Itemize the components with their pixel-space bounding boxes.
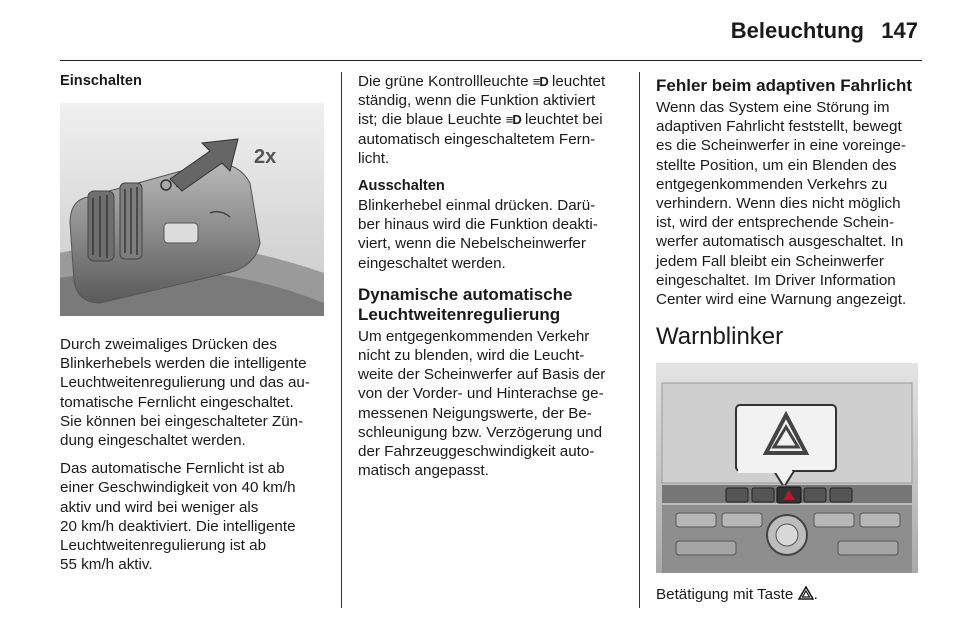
text-line: messenen Neigungswerte, der Be- xyxy=(358,404,592,422)
text-fragment: ist; die blaue Leuchte xyxy=(358,111,506,129)
text-line: ist, wird der entsprechende Schein- xyxy=(656,214,895,232)
text-fragment: leuchtet xyxy=(547,73,606,90)
column-2 xyxy=(358,72,626,489)
heading-line: Dynamische automatische xyxy=(358,284,573,304)
text-line: 55 km/h aktiv. xyxy=(60,556,153,574)
column-1 xyxy=(60,72,328,583)
page-number: 147 xyxy=(881,18,918,43)
text-line: nicht zu blenden, wird die Leucht- xyxy=(358,347,585,365)
text-line: Leuchtweitenregulierung und das au- xyxy=(60,374,310,392)
text-line: 20 km/h deaktiviert. Die intelligente xyxy=(60,517,296,535)
hazard-triangle-icon xyxy=(798,586,814,603)
text-line: Wenn das System eine Störung im xyxy=(656,99,890,116)
col1-paragraph-1 xyxy=(60,335,328,450)
turn-signal-lever-figure xyxy=(60,103,324,316)
text-line: entgegenkommenden Verkehrs zu xyxy=(656,175,888,193)
text-line: Center wird eine Warnung angezeigt. xyxy=(656,291,907,309)
text-line xyxy=(358,111,603,128)
text-line: ber hinaus wird die Funktion deakti- xyxy=(358,216,598,234)
text-line: tomatische Fernlicht eingeschaltet. xyxy=(60,393,294,411)
text-line: Das automatische Fernlicht ist ab xyxy=(60,460,285,478)
lever-illustration xyxy=(60,103,324,316)
text-line: einer Geschwindigkeit von 40 km/h xyxy=(60,479,296,497)
section-title: Beleuchtung xyxy=(730,18,864,43)
text-line: der Fahrzeuggeschwindigkeit auto- xyxy=(358,443,595,461)
text-line: Blinkerhebel einmal drücken. Darü- xyxy=(358,197,596,215)
text-line: Blinkerhebels werden die intelligente xyxy=(60,355,307,373)
text-line: licht. xyxy=(358,149,390,167)
col2-paragraph-3 xyxy=(358,327,626,481)
text-line: ständig, wenn die Funktion aktiviert xyxy=(358,92,596,110)
heading-ausschalten: Ausschalten xyxy=(358,178,445,195)
text-line xyxy=(358,73,605,90)
text-line: dung eingeschaltet werden. xyxy=(60,432,246,450)
page-header xyxy=(0,0,960,60)
heading-adaptive-light-error: Fehler beim adaptiven Fahrlicht xyxy=(656,76,913,95)
col2-paragraph-1 xyxy=(358,72,626,168)
col1-paragraph-2 xyxy=(60,459,328,574)
column-divider-1 xyxy=(341,72,342,608)
heading-warnblinker: Warnblinker xyxy=(656,323,784,351)
high-beam-blue-icon: ≡D xyxy=(505,112,521,128)
text-line: viert, wenn die Nebelscheinwerfer xyxy=(358,235,586,253)
text-line: aktiv und wird bei weniger als xyxy=(60,498,259,516)
text-line: verhindern. Wenn dies nicht möglich xyxy=(656,195,901,213)
col2-paragraph-2 xyxy=(358,196,626,273)
text-line: automatisch eingeschaltetem Fern- xyxy=(358,130,596,148)
text-line: eingeschaltet. Im Driver Information xyxy=(656,271,896,289)
hazard-caption xyxy=(656,585,926,604)
header-divider xyxy=(60,60,922,61)
heading-line: Leuchtweitenregulierung xyxy=(358,304,561,324)
text-line: Durch zweimaliges Drücken des xyxy=(60,336,277,353)
heading-dynamic-leveling xyxy=(358,285,626,325)
text-line: eingeschaltet werden. xyxy=(358,254,506,272)
heading-einschalten: Einschalten xyxy=(60,73,142,89)
center-console-illustration xyxy=(656,363,918,573)
column-divider-2 xyxy=(639,72,640,608)
text-line: adaptiven Fahrlicht feststellt, bewegt xyxy=(656,118,902,136)
caption-period: . xyxy=(813,586,818,604)
text-line: Sie können bei eingeschalteter Zün- xyxy=(60,412,304,430)
text-line: Leuchtweitenregulierung ist ab xyxy=(60,537,267,555)
text-line: stellte Position, um ein Blenden des xyxy=(656,156,897,174)
text-line: schleunigung bzw. Verzögerung und xyxy=(358,423,603,441)
text-line: Um entgegenkommenden Verkehr xyxy=(358,327,590,345)
text-fragment: leuchtet bei xyxy=(520,111,603,129)
text-line: werfer automatisch ausgeschaltet. In xyxy=(656,233,904,251)
text-line: es die Scheinwerfer in eine voreinge- xyxy=(656,137,906,155)
press-twice-label: 2x xyxy=(254,146,277,168)
text-line: von der Vorder- und Hinterachse ge- xyxy=(358,385,604,403)
text-line: matisch angepasst. xyxy=(358,462,489,480)
text-line: jedem Fall bleibt ein Scheinwerfer xyxy=(656,252,884,270)
text-fragment: Die grüne Kontrollleuchte xyxy=(358,73,533,90)
hazard-switch-figure xyxy=(656,363,918,573)
auto-high-beam-green-icon: ≡D xyxy=(532,74,548,89)
caption-text: Betätigung mit Taste xyxy=(656,586,798,604)
col3-paragraph-1 xyxy=(656,98,926,309)
column-3 xyxy=(656,72,926,613)
text-line: weite der Scheinwerfer auf Basis der xyxy=(358,366,606,384)
